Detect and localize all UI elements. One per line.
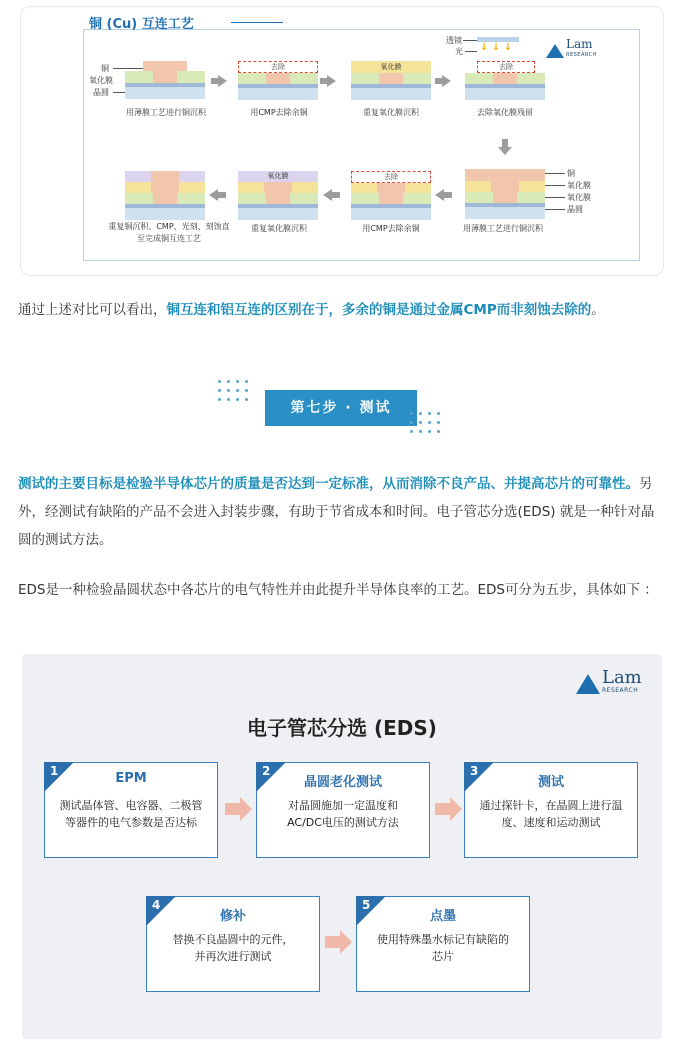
- wafer-step-2: [238, 47, 318, 103]
- flow-arrow-icon: [450, 797, 462, 821]
- step-number: 4: [152, 898, 161, 912]
- eds-figure: [22, 654, 662, 1039]
- step-title: 测试: [537, 775, 564, 790]
- step-heading: 第七步 · 测试: [265, 390, 417, 426]
- light-arrows-icon: ↓ ↓ ↓: [480, 42, 513, 53]
- paragraph-comparison: 通过上述对比可以看出，铜互连和铝互连的区别在于，多余的铜是通过金属CMP而非刻蚀去除的。: [18, 302, 605, 318]
- label-oxide: 氧化膜: [89, 76, 113, 85]
- eds-step-card-2: [256, 762, 430, 858]
- step-title: EPM: [115, 771, 147, 786]
- flow-arrow-right: [327, 75, 336, 87]
- wafer-step-4: 去除: [465, 47, 545, 103]
- step-caption-8: 重复铜沉积、CMP、光刻、刻蚀直至完成铜互连工艺: [108, 222, 230, 243]
- remove-box: 去除: [238, 61, 318, 73]
- step-desc: 替换不良晶圆中的元件，并再次进行测试: [172, 933, 294, 963]
- eds-title: 电子管芯分选 (EDS): [247, 716, 437, 740]
- eds-step-card-4: [146, 896, 320, 992]
- step-caption-5: 用薄膜工艺进行铜沉积: [463, 224, 543, 233]
- step-caption-6: 用CMP去除余铜: [362, 224, 420, 233]
- wafer-step-5: [465, 169, 545, 227]
- flow-arrow-left: [209, 189, 218, 201]
- paragraph-eds-intro: EDS是一种检验晶圆状态中各芯片的电气特性并由此提升半导体良率的工艺。EDS可分为五步，具体如下 ：: [18, 582, 658, 598]
- flow-arrow-right: [442, 75, 451, 87]
- wafer-step-3: 氧化膜: [351, 47, 431, 103]
- figure-title: 铜 (Cu) 互连工艺: [89, 17, 194, 32]
- step-number: 2: [262, 764, 271, 778]
- step-caption-4: 去除氧化膜残留: [477, 108, 533, 117]
- label-copper: 铜: [101, 64, 109, 73]
- flow-arrow-down: [498, 147, 512, 155]
- wafer-step-8: [125, 169, 205, 227]
- eds-step-card-3: [464, 762, 638, 858]
- step-seven-banner: [218, 380, 468, 440]
- title-underline: [231, 22, 283, 23]
- flow-arrow-icon: [240, 797, 252, 821]
- step-caption-2: 用CMP去除余铜: [250, 108, 308, 117]
- step-title: 修补: [219, 909, 246, 924]
- lam-logo: Lam RESEARCH: [576, 668, 642, 694]
- label-wafer-right: 晶圆: [567, 205, 583, 214]
- label-oxide-right-2: 氧化膜: [567, 193, 591, 202]
- step-title: 晶圆老化测试: [303, 775, 382, 790]
- paragraph-test-goal: 测试的主要目标是检验半导体芯片的质量是否达到一定标准，从而消除不良产品、并提高芯片的可靠性。另外，经测试有缺陷的产品不会进入封装步骤，有助于节省成本和时间。电子管芯分选(EDS) 就是一种针对晶圆的测试方法。: [18, 476, 655, 548]
- step-number: 3: [470, 764, 479, 778]
- decor-dots: [410, 412, 440, 433]
- step-number: 1: [50, 764, 59, 778]
- label-copper-right: 铜: [567, 169, 575, 178]
- step-desc: 对晶圆施加一定温度和AC/DC电压的测试方法: [287, 799, 399, 829]
- wafer-step-7: 氧化膜: [238, 169, 318, 227]
- step-caption-1: 用薄膜工艺进行铜沉积: [126, 108, 206, 117]
- label-wafer: 晶圆: [93, 88, 109, 97]
- step-desc: 测试晶体管、电容器、二极管等器件的电气参数是否达标: [59, 799, 203, 829]
- flow-arrow-left: [435, 189, 444, 201]
- eds-step-card-5: [356, 896, 530, 992]
- eds-step-card-1: [44, 762, 218, 858]
- flow-arrow-icon: [340, 930, 352, 954]
- wafer-step-1: [125, 47, 205, 103]
- lam-logo: Lam RESEARCH: [546, 33, 597, 58]
- step-number: 5: [362, 898, 371, 912]
- decor-dots: [218, 380, 248, 401]
- step-caption-3: 重复氧化膜沉积: [363, 108, 419, 117]
- wafer-step-6: 去除: [351, 169, 431, 227]
- flow-arrow-left: [323, 189, 332, 201]
- lam-triangle-icon: [576, 674, 600, 694]
- label-oxide-right-1: 氧化膜: [567, 181, 591, 190]
- step-caption-7: 重复氧化膜沉积: [251, 224, 307, 233]
- step-desc: 使用特殊墨水标记有缺陷的芯片: [377, 933, 509, 963]
- lam-triangle-icon: [546, 44, 564, 58]
- label-lens: 透镜: [446, 36, 462, 45]
- step-title: 点墨: [429, 909, 456, 924]
- step-desc: 通过探针卡，在晶圆上进行温度、速度和运动测试: [479, 799, 623, 829]
- copper-interconnect-figure: [20, 6, 664, 276]
- flow-arrow-right: [218, 75, 227, 87]
- label-light: 光: [455, 47, 463, 56]
